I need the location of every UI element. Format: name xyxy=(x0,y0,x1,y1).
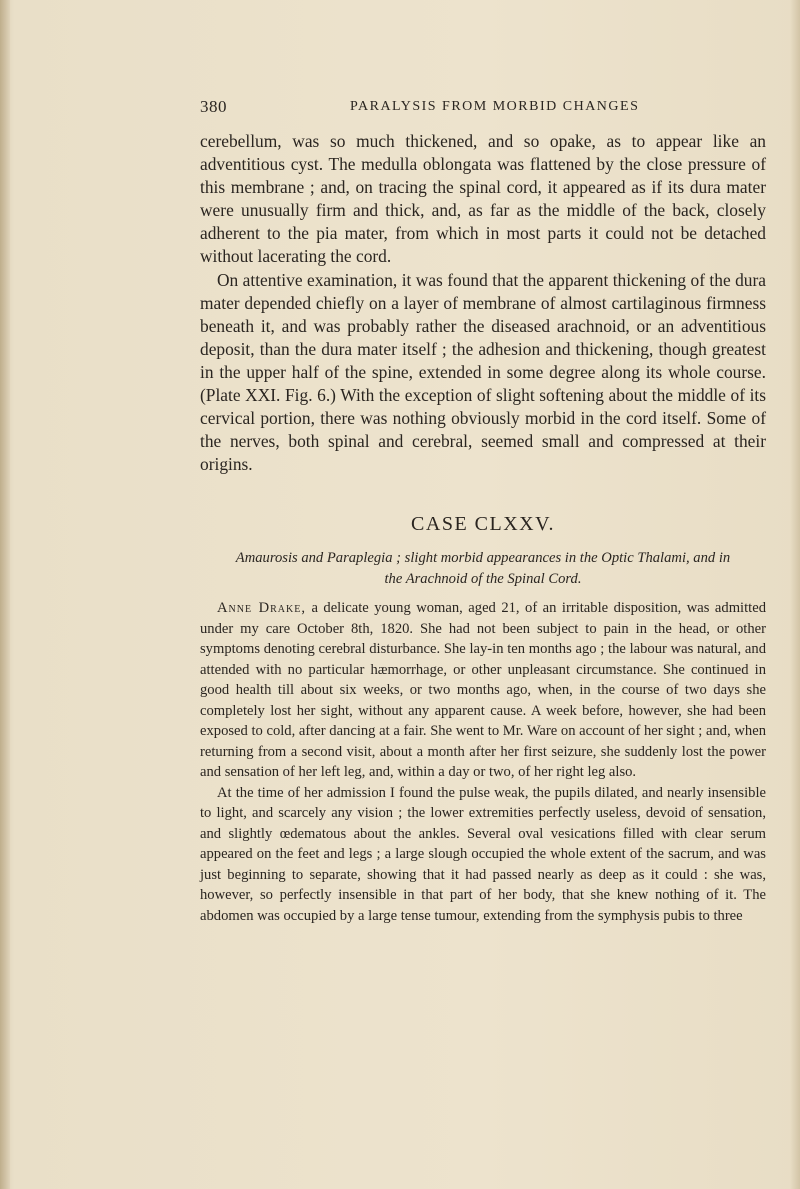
running-title: PARALYSIS FROM MORBID CHANGES xyxy=(350,99,640,114)
main-text-block xyxy=(200,130,766,476)
case-paragraph: At the time of her admission I found the pulse weak, the pupils dilated, and nearly insensible to light, and scarcely any vision ; the lower extremities perfectly useless, devoid of sensation, and slightly œdematous about the ankles. Several oval vesications filled with clear serum appeared on the feet and legs ; a large slough occupied the whole extent of the sacrum, and was just beginning to separate, showing that it had passed nearly as deep as it could : she was, however, so perfectly insensible in that part of her body, that she knew nothing of it. The abdomen was occupied by a large tense tumour, extending from the symphysis pubis to three xyxy=(200,784,766,924)
patient-name: Anne Drake, xyxy=(217,600,306,616)
case-subtitle xyxy=(200,548,766,590)
case-subtitle-line: the Arachnoid of the Spinal Cord. xyxy=(384,571,582,587)
case-paragraph xyxy=(200,598,766,783)
body-paragraph: On attentive examination, it was found that the apparent thickening of the dura mater depended chiefly on a layer of membrane of almost cartilaginous firmness beneath it, and was probably rather the diseased arachnoid, or an adventitious deposit, than the dura mater itself ; the adhesion and thickening, though greatest in the upper half of the spine, extended in some degree along its whole course. (Plate XXI. Fig. 6.) With the exception of slight softening about the middle of its cervical portion, there was nothing obviously morbid in the cord itself. Some of the nerves, both spinal and cerebral, seemed small and compressed at their origins. xyxy=(200,269,766,475)
running-head xyxy=(200,97,766,119)
case-paragraph-text: a delicate young woman, aged 21, of an irritable disposition, was admitted under my care October 8th, 1820. She had not been subject to pain in the head, or other symptoms denoting cerebral disturbance. She lay-in ten months ago ; the labour was natural, and attended with no particular hæmorrhage, or other unpleasant circumstance. She continued in good health till about six weeks, or two months ago, when, in the course of two days she completely lost her sight, without any apparent cause. A week before, however, she had been exposed to cold, after dancing at a fair. She went to Mr. Ware on account of her sight ; and, when returning from a second visit, about a month after her first seizure, she suddenly lost the power and sensation of her left leg, and, within a day or two, of her right leg also. xyxy=(200,600,766,780)
page-number: 380 xyxy=(200,97,227,116)
body-paragraph: cerebellum, was so much thickened, and so opake, as to appear like an adventitious cyst. The medulla oblongata was flattened by the close pressure of this membrane ; and, on tracing the spinal cord, it appeared as if its dura mater were unusually firm and thick, and, as far as the middle of the back, closely adherent to the pia mater, from which in most parts it could not be detached without lacerating the cord. xyxy=(200,131,766,267)
case-text-block xyxy=(200,598,766,926)
page-edge-shadow xyxy=(790,0,800,1189)
case-subtitle-line: Amaurosis and Paraplegia ; slight morbid appearances in the Optic Thalami, and in xyxy=(235,550,731,566)
page-gutter-shadow xyxy=(0,0,10,1189)
case-heading: CASE CLXXV. xyxy=(411,513,555,535)
